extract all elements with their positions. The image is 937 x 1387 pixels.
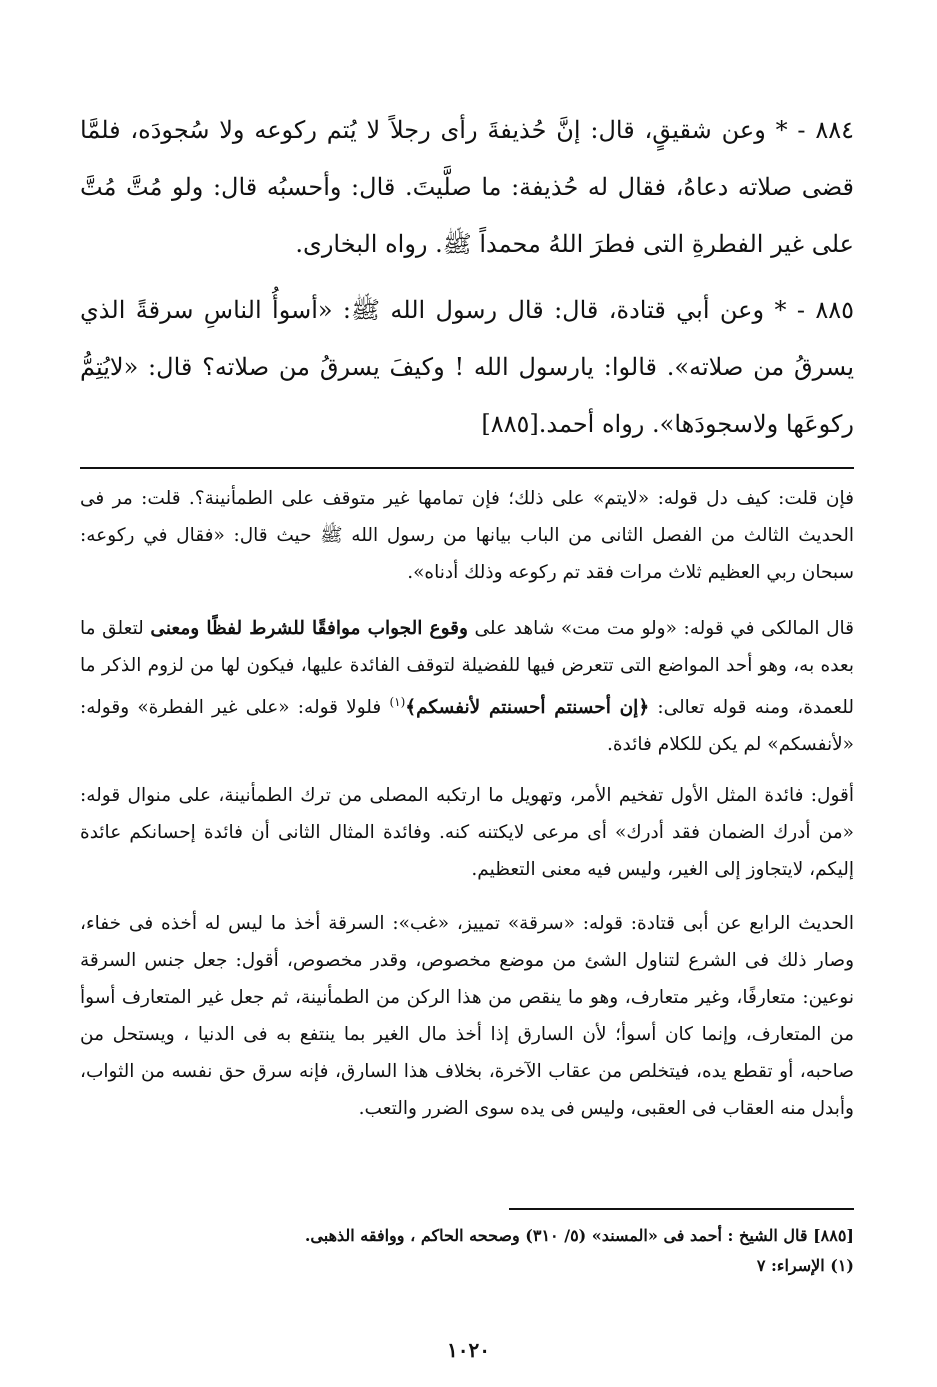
footnote-divider — [509, 1208, 854, 1210]
commentary-text: قال المالكى في قوله: «ولو مت مت» شاهد على — [467, 618, 854, 639]
commentary-text: لتعلق ما بعده به، وهو أحد المواضع التى تتعرض فيها للفضيلة لتوقف الفائدة عليها، فيكون لها من لزوم الذكر ما للعمدة، ومنه قوله تعالى: — [80, 618, 854, 719]
hadith-885: ٨٨٥ - * وعن أبي قتادة، قال: قال رسول الله ﷺ: «أسوأُ الناسِ سرقةً الذي يسرقُ من صلاته». قالوا: يارسول الله ! وكيفَ يسرقُ من صلاته؟ قال: «لايُتِمُّ ركوعَها ولاسجودَها». رواه أحمد.[٨٨٥] — [80, 296, 854, 438]
footnote-reference: (١) الإسراء: ٧ — [756, 1256, 854, 1275]
commentary-text: فلولا قوله: «على غير الفطرة» وقوله: «لأنفسكم» لم يكن للكلام فائدة. — [80, 697, 854, 756]
commentary-bold-phrase: وقوع الجواب موافقًا للشرط لفظًا ومعنى — [150, 618, 468, 639]
footnote-takhrij: [٨٨٥] قال الشيخ : أحمد فى «المسند» (٥/ ٣١٠) وصححه الحاكم ، ووافقه الذهبى. — [304, 1226, 854, 1245]
quran-verse: ﴿إن أحسنتم أحسنتم لأنفسكم﴾ — [405, 697, 650, 719]
commentary-paragraph: الحديث الرابع عن أبى قتادة: قوله: «سرقة» تمييز، «غب»: السرقة أخذ ما ليس له أخذه فى خفاء، وصار ذلك فى الشرع لتناول الشئ من موضع مخصوص، وقدر مخصوص، أقول: جعل جنس السرقة نوعين: متعارفًا، وغير متعارف، وهو ما ينقص من هذا الركن من الطمأنينة، ثم جعل غير المتعارف أسوأ من المتعارف، وإنما كان أسوأ؛ لأن السارق إذا أخذ مال الغير بما ينتفع به فى الدنيا ، ويستحل من صاحبه، أو تقطع يده، فيتخلص من عقاب الآخرة، بخلاف هذا السارق، فإنه سرق حق نفسه من الثواب، وأبدل منه العقاب فى العقبى، وليس فى يده سوى الضرر والتعب. — [80, 913, 854, 1119]
page-number: ١٠٢٠ — [447, 1338, 490, 1362]
section-divider — [80, 467, 854, 469]
commentary-paragraph: أقول: فائدة المثل الأول تفخيم الأمر، وتهويل ما ارتكبه المصلى من ترك الطمأنينة، على منوال قوله: «من أدرك الضمان فقد أدرك» أى مرعى لايكتنه كنه. وفائدة المثال الثانى أن فائدة إحسانكم عائدة إليكم، لايتجاوز إلى الغير، وليس فيه معنى التعظيم. — [80, 785, 854, 880]
commentary-paragraph-maliki — [80, 610, 854, 763]
footnote-ref: (١) — [389, 695, 406, 709]
commentary-paragraph: فإن قلت: كيف دل قوله: «لايتم» على ذلك؛ فإن تمامها غير متوقف على الطمأنينة؟. قلت: مر فى الحديث الثالث من الفصل الثانى من الباب بيانها من رسول الله ﷺ حيث قال: «فقال في ركوعه: سبحان ربي العظيم ثلاث مرات فقد تم ركوعه وذلك أدناه». — [80, 488, 854, 583]
hadith-884: ٨٨٤ - * وعن شقيقٍ، قال: إنَّ حُذيفةَ رأى رجلاً لا يُتم ركوعه ولا سُجودَه، فلمَّا قضى صلاته دعاهُ، فقال له حُذيفة: ما صلَّيتَ. قال: وأحسبُه قال: ولو مُتَّ مُتَّ على غير الفطرةِ التى فطرَ اللهُ محمداً ﷺ. رواه البخارى. — [80, 116, 855, 258]
